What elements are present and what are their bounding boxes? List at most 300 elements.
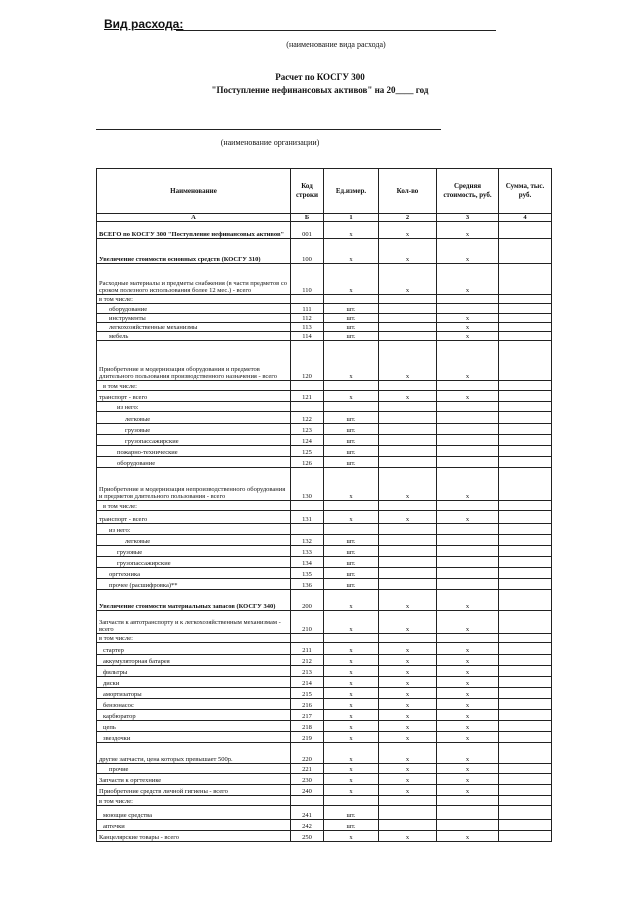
row-avg-cost bbox=[437, 435, 499, 446]
row-name: мебель bbox=[97, 332, 291, 341]
row-sum bbox=[499, 611, 552, 634]
row-code: 135 bbox=[291, 568, 324, 579]
table-row bbox=[97, 579, 552, 590]
row-unit: x bbox=[324, 688, 379, 699]
row-qty: x bbox=[379, 764, 437, 774]
row-sum bbox=[499, 535, 552, 546]
table-row bbox=[97, 239, 552, 264]
row-qty: x bbox=[379, 743, 437, 764]
row-qty bbox=[379, 412, 437, 424]
row-name: из него: bbox=[97, 524, 291, 535]
row-qty: x bbox=[379, 264, 437, 295]
row-sum bbox=[499, 806, 552, 820]
row-sum bbox=[499, 435, 552, 446]
row-unit: x bbox=[324, 239, 379, 264]
organization-underline bbox=[96, 129, 441, 130]
row-name: легкохозяйственные механизмы bbox=[97, 323, 291, 332]
table-row bbox=[97, 424, 552, 435]
row-avg-cost: x bbox=[437, 332, 499, 341]
row-unit: x bbox=[324, 222, 379, 239]
row-sum bbox=[499, 655, 552, 666]
row-unit: шт. bbox=[324, 446, 379, 457]
row-code: 218 bbox=[291, 721, 324, 732]
row-avg-cost bbox=[437, 820, 499, 831]
row-qty bbox=[379, 402, 437, 412]
table-row bbox=[97, 732, 552, 743]
row-sum bbox=[499, 222, 552, 239]
row-avg-cost: x bbox=[437, 323, 499, 332]
row-name: грузопассажирские bbox=[97, 435, 291, 446]
row-sum bbox=[499, 332, 552, 341]
table-row bbox=[97, 323, 552, 332]
row-code: 133 bbox=[291, 546, 324, 557]
row-code bbox=[291, 501, 324, 511]
row-code: 110 bbox=[291, 264, 324, 295]
row-sum bbox=[499, 820, 552, 831]
row-name: пожарно-технические bbox=[97, 446, 291, 457]
row-unit: шт. bbox=[324, 579, 379, 590]
row-sum bbox=[499, 831, 552, 842]
row-name: карбюратор bbox=[97, 710, 291, 721]
row-qty bbox=[379, 457, 437, 468]
row-code: 242 bbox=[291, 820, 324, 831]
row-sum bbox=[499, 468, 552, 501]
row-code: 112 bbox=[291, 314, 324, 323]
column-letter: 1 bbox=[324, 214, 379, 222]
row-unit: x bbox=[324, 831, 379, 842]
column-letter: А bbox=[97, 214, 291, 222]
row-avg-cost bbox=[437, 568, 499, 579]
table-row bbox=[97, 557, 552, 568]
row-name: транспорт - всего bbox=[97, 391, 291, 402]
table-row bbox=[97, 677, 552, 688]
row-avg-cost: x bbox=[437, 264, 499, 295]
table-row bbox=[97, 412, 552, 424]
row-avg-cost bbox=[437, 634, 499, 643]
row-code: 121 bbox=[291, 391, 324, 402]
row-code bbox=[291, 524, 324, 535]
expense-type-caption: (наименование вида расхода) bbox=[286, 40, 386, 49]
row-qty bbox=[379, 524, 437, 535]
row-sum bbox=[499, 264, 552, 295]
row-name: в том числе: bbox=[97, 501, 291, 511]
row-unit bbox=[324, 402, 379, 412]
row-unit: x bbox=[324, 710, 379, 721]
row-name: в том числе: bbox=[97, 295, 291, 304]
row-sum bbox=[499, 732, 552, 743]
row-avg-cost: x bbox=[437, 688, 499, 699]
row-avg-cost: x bbox=[437, 710, 499, 721]
row-sum bbox=[499, 764, 552, 774]
row-code: 113 bbox=[291, 323, 324, 332]
table-row bbox=[97, 699, 552, 710]
row-name: оргтехника bbox=[97, 568, 291, 579]
row-qty: x bbox=[379, 655, 437, 666]
row-sum bbox=[499, 590, 552, 611]
row-qty bbox=[379, 332, 437, 341]
row-unit: шт. bbox=[324, 806, 379, 820]
table-row bbox=[97, 546, 552, 557]
row-unit: x bbox=[324, 764, 379, 774]
row-avg-cost: x bbox=[437, 468, 499, 501]
row-unit: x bbox=[324, 590, 379, 611]
row-code bbox=[291, 796, 324, 806]
row-code: 250 bbox=[291, 831, 324, 842]
row-qty: x bbox=[379, 710, 437, 721]
table-row bbox=[97, 314, 552, 323]
row-qty bbox=[379, 546, 437, 557]
row-code: 214 bbox=[291, 677, 324, 688]
row-unit: x bbox=[324, 391, 379, 402]
header-sum: Сумма, тыс. руб. bbox=[499, 169, 552, 214]
row-qty: x bbox=[379, 688, 437, 699]
table-row bbox=[97, 743, 552, 764]
table-row bbox=[97, 524, 552, 535]
row-qty bbox=[379, 579, 437, 590]
row-sum bbox=[499, 546, 552, 557]
row-name: диски bbox=[97, 677, 291, 688]
row-code: 120 bbox=[291, 341, 324, 381]
table-row bbox=[97, 710, 552, 721]
row-sum bbox=[499, 568, 552, 579]
row-avg-cost bbox=[437, 546, 499, 557]
row-unit: x bbox=[324, 677, 379, 688]
row-name: в том числе: bbox=[97, 796, 291, 806]
row-name: Расходные материалы и предметы снабжения (в части предметов со сроком полезного использования более 12 мес.) - всего bbox=[97, 264, 291, 295]
row-code: 100 bbox=[291, 239, 324, 264]
row-sum bbox=[499, 295, 552, 304]
row-qty: x bbox=[379, 677, 437, 688]
row-avg-cost: x bbox=[437, 222, 499, 239]
row-sum bbox=[499, 557, 552, 568]
table-row bbox=[97, 511, 552, 524]
row-sum bbox=[499, 710, 552, 721]
row-sum bbox=[499, 785, 552, 796]
table-row bbox=[97, 764, 552, 774]
row-name: Приобретение и модернизация оборудования и предметов длительного пользования производственного назначения - всего bbox=[97, 341, 291, 381]
row-avg-cost bbox=[437, 402, 499, 412]
row-avg-cost bbox=[437, 579, 499, 590]
header-avg-cost: Средняя стоимость, руб. bbox=[437, 169, 499, 214]
row-name: в том числе: bbox=[97, 634, 291, 643]
row-name: оборудование bbox=[97, 304, 291, 314]
row-sum bbox=[499, 314, 552, 323]
row-avg-cost: x bbox=[437, 831, 499, 842]
row-qty: x bbox=[379, 666, 437, 677]
row-code: 131 bbox=[291, 511, 324, 524]
row-qty: x bbox=[379, 511, 437, 524]
table-row bbox=[97, 831, 552, 842]
row-sum bbox=[499, 774, 552, 785]
row-code: 125 bbox=[291, 446, 324, 457]
row-sum bbox=[499, 412, 552, 424]
row-name: легковые bbox=[97, 412, 291, 424]
row-qty bbox=[379, 323, 437, 332]
table-row bbox=[97, 457, 552, 468]
table-column-letters-row bbox=[97, 214, 552, 222]
row-name: цепь bbox=[97, 721, 291, 732]
row-code: 134 bbox=[291, 557, 324, 568]
table-row bbox=[97, 688, 552, 699]
row-sum bbox=[499, 446, 552, 457]
row-qty: x bbox=[379, 239, 437, 264]
row-name: легковые bbox=[97, 535, 291, 546]
row-qty bbox=[379, 435, 437, 446]
row-unit: x bbox=[324, 468, 379, 501]
row-avg-cost: x bbox=[437, 743, 499, 764]
row-sum bbox=[499, 304, 552, 314]
row-code: 215 bbox=[291, 688, 324, 699]
row-unit: шт. bbox=[324, 546, 379, 557]
row-unit: x bbox=[324, 666, 379, 677]
organization-caption: (наименование организации) bbox=[220, 138, 320, 147]
row-avg-cost: x bbox=[437, 732, 499, 743]
row-unit: x bbox=[324, 743, 379, 764]
row-code: 122 bbox=[291, 412, 324, 424]
row-unit bbox=[324, 796, 379, 806]
row-code bbox=[291, 402, 324, 412]
row-unit: шт. bbox=[324, 314, 379, 323]
row-qty: x bbox=[379, 732, 437, 743]
row-name: Увеличение стоимости основных средств (КОСГУ 310) bbox=[97, 239, 291, 264]
row-avg-cost bbox=[437, 796, 499, 806]
row-qty: x bbox=[379, 391, 437, 402]
column-letter: 2 bbox=[379, 214, 437, 222]
table-header-row bbox=[97, 169, 552, 214]
row-unit: шт. bbox=[324, 568, 379, 579]
row-avg-cost: x bbox=[437, 391, 499, 402]
row-sum bbox=[499, 323, 552, 332]
row-name: бензонасос bbox=[97, 699, 291, 710]
row-sum bbox=[499, 579, 552, 590]
row-unit: шт. bbox=[324, 820, 379, 831]
row-name: грузопассажирские bbox=[97, 557, 291, 568]
row-avg-cost: x bbox=[437, 785, 499, 796]
row-qty: x bbox=[379, 699, 437, 710]
row-unit: x bbox=[324, 785, 379, 796]
row-qty: x bbox=[379, 643, 437, 655]
row-qty bbox=[379, 424, 437, 435]
header-name: Наименование bbox=[97, 169, 291, 214]
row-qty bbox=[379, 535, 437, 546]
row-name: Запчасти к автотранспорту и к легкохозяйственным механизмам - всего bbox=[97, 611, 291, 634]
row-avg-cost bbox=[437, 535, 499, 546]
column-letter: 3 bbox=[437, 214, 499, 222]
row-avg-cost bbox=[437, 304, 499, 314]
row-code: 136 bbox=[291, 579, 324, 590]
row-code: 130 bbox=[291, 468, 324, 501]
row-code: 001 bbox=[291, 222, 324, 239]
calculation-table bbox=[96, 168, 552, 842]
row-qty: x bbox=[379, 611, 437, 634]
row-unit: x bbox=[324, 774, 379, 785]
row-sum bbox=[499, 643, 552, 655]
table-row bbox=[97, 634, 552, 643]
row-avg-cost bbox=[437, 412, 499, 424]
header-unit: Ед.измер. bbox=[324, 169, 379, 214]
table-row bbox=[97, 666, 552, 677]
row-avg-cost bbox=[437, 501, 499, 511]
table-row bbox=[97, 468, 552, 501]
expense-type-underline bbox=[176, 30, 496, 31]
row-avg-cost: x bbox=[437, 590, 499, 611]
row-avg-cost: x bbox=[437, 764, 499, 774]
row-sum bbox=[499, 457, 552, 468]
row-name: Запчасти к оргтехнике bbox=[97, 774, 291, 785]
row-avg-cost: x bbox=[437, 677, 499, 688]
row-unit: шт. bbox=[324, 457, 379, 468]
row-avg-cost: x bbox=[437, 611, 499, 634]
row-sum bbox=[499, 402, 552, 412]
row-unit: x bbox=[324, 264, 379, 295]
row-qty: x bbox=[379, 341, 437, 381]
row-sum bbox=[499, 743, 552, 764]
row-avg-cost bbox=[437, 446, 499, 457]
row-unit: шт. bbox=[324, 323, 379, 332]
row-unit: x bbox=[324, 732, 379, 743]
row-sum bbox=[499, 677, 552, 688]
row-name: фильтры bbox=[97, 666, 291, 677]
row-qty: x bbox=[379, 774, 437, 785]
row-sum bbox=[499, 341, 552, 381]
row-sum bbox=[499, 239, 552, 264]
document-title: Расчет по КОСГУ 300 bbox=[275, 72, 365, 82]
row-name: моющие средства bbox=[97, 806, 291, 820]
row-name: другие запчасти, цена которых превышает 500р. bbox=[97, 743, 291, 764]
expense-type-label: Вид расхода: bbox=[104, 17, 184, 31]
row-code bbox=[291, 634, 324, 643]
row-avg-cost bbox=[437, 806, 499, 820]
table-row bbox=[97, 590, 552, 611]
row-unit bbox=[324, 634, 379, 643]
table-row bbox=[97, 501, 552, 511]
row-code: 114 bbox=[291, 332, 324, 341]
row-code: 211 bbox=[291, 643, 324, 655]
table-row bbox=[97, 446, 552, 457]
table-row bbox=[97, 774, 552, 785]
row-name: в том числе: bbox=[97, 381, 291, 391]
row-unit: x bbox=[324, 643, 379, 655]
row-unit: x bbox=[324, 341, 379, 381]
row-code: 132 bbox=[291, 535, 324, 546]
row-avg-cost bbox=[437, 557, 499, 568]
row-sum bbox=[499, 721, 552, 732]
table-row bbox=[97, 721, 552, 732]
table-row bbox=[97, 332, 552, 341]
row-name: Канцелярские товары - всего bbox=[97, 831, 291, 842]
row-qty bbox=[379, 634, 437, 643]
row-code: 212 bbox=[291, 655, 324, 666]
row-code: 123 bbox=[291, 424, 324, 435]
row-qty bbox=[379, 568, 437, 579]
row-code: 213 bbox=[291, 666, 324, 677]
row-sum bbox=[499, 796, 552, 806]
row-name: грузовые bbox=[97, 424, 291, 435]
table-row bbox=[97, 341, 552, 381]
row-code: 221 bbox=[291, 764, 324, 774]
row-code: 220 bbox=[291, 743, 324, 764]
row-name: транспорт - всего bbox=[97, 511, 291, 524]
row-qty: x bbox=[379, 831, 437, 842]
table-row bbox=[97, 535, 552, 546]
row-unit: x bbox=[324, 721, 379, 732]
table-row bbox=[97, 611, 552, 634]
row-qty bbox=[379, 446, 437, 457]
row-sum bbox=[499, 381, 552, 391]
row-qty: x bbox=[379, 721, 437, 732]
row-unit bbox=[324, 381, 379, 391]
row-unit: шт. bbox=[324, 412, 379, 424]
row-code: 111 bbox=[291, 304, 324, 314]
table-row bbox=[97, 643, 552, 655]
row-avg-cost bbox=[437, 524, 499, 535]
row-avg-cost: x bbox=[437, 511, 499, 524]
row-code: 217 bbox=[291, 710, 324, 721]
row-sum bbox=[499, 524, 552, 535]
table-row bbox=[97, 568, 552, 579]
row-avg-cost: x bbox=[437, 655, 499, 666]
table-row bbox=[97, 435, 552, 446]
header-qty: Кол-во bbox=[379, 169, 437, 214]
row-unit bbox=[324, 501, 379, 511]
row-sum bbox=[499, 391, 552, 402]
table-row bbox=[97, 402, 552, 412]
row-name: прочие bbox=[97, 764, 291, 774]
row-name: Увеличение стоимости материальных запасов (КОСГУ 340) bbox=[97, 590, 291, 611]
row-unit: x bbox=[324, 611, 379, 634]
row-code bbox=[291, 295, 324, 304]
row-avg-cost bbox=[437, 381, 499, 391]
row-name: ВСЕГО по КОСГУ 300 "Поступление нефинансовых активов" bbox=[97, 222, 291, 239]
row-qty bbox=[379, 806, 437, 820]
table-row bbox=[97, 391, 552, 402]
row-sum bbox=[499, 688, 552, 699]
row-qty bbox=[379, 501, 437, 511]
row-unit: шт. bbox=[324, 557, 379, 568]
row-sum bbox=[499, 699, 552, 710]
table-row bbox=[97, 806, 552, 820]
row-sum bbox=[499, 634, 552, 643]
row-qty bbox=[379, 314, 437, 323]
row-unit: x bbox=[324, 699, 379, 710]
table-row bbox=[97, 820, 552, 831]
row-code: 210 bbox=[291, 611, 324, 634]
row-unit: шт. bbox=[324, 332, 379, 341]
column-letter: 4 bbox=[499, 214, 552, 222]
row-code: 126 bbox=[291, 457, 324, 468]
header-code: Код строки bbox=[291, 169, 324, 214]
row-sum bbox=[499, 424, 552, 435]
row-qty: x bbox=[379, 222, 437, 239]
table-row bbox=[97, 222, 552, 239]
row-qty bbox=[379, 557, 437, 568]
row-sum bbox=[499, 501, 552, 511]
row-code: 230 bbox=[291, 774, 324, 785]
row-avg-cost bbox=[437, 424, 499, 435]
row-avg-cost bbox=[437, 295, 499, 304]
row-qty bbox=[379, 796, 437, 806]
row-avg-cost: x bbox=[437, 341, 499, 381]
row-unit: шт. bbox=[324, 304, 379, 314]
row-unit: шт. bbox=[324, 435, 379, 446]
row-code: 124 bbox=[291, 435, 324, 446]
row-name: амортизаторы bbox=[97, 688, 291, 699]
row-avg-cost: x bbox=[437, 721, 499, 732]
row-code: 241 bbox=[291, 806, 324, 820]
row-name: оборудование bbox=[97, 457, 291, 468]
row-name: стартер bbox=[97, 643, 291, 655]
row-qty: x bbox=[379, 785, 437, 796]
